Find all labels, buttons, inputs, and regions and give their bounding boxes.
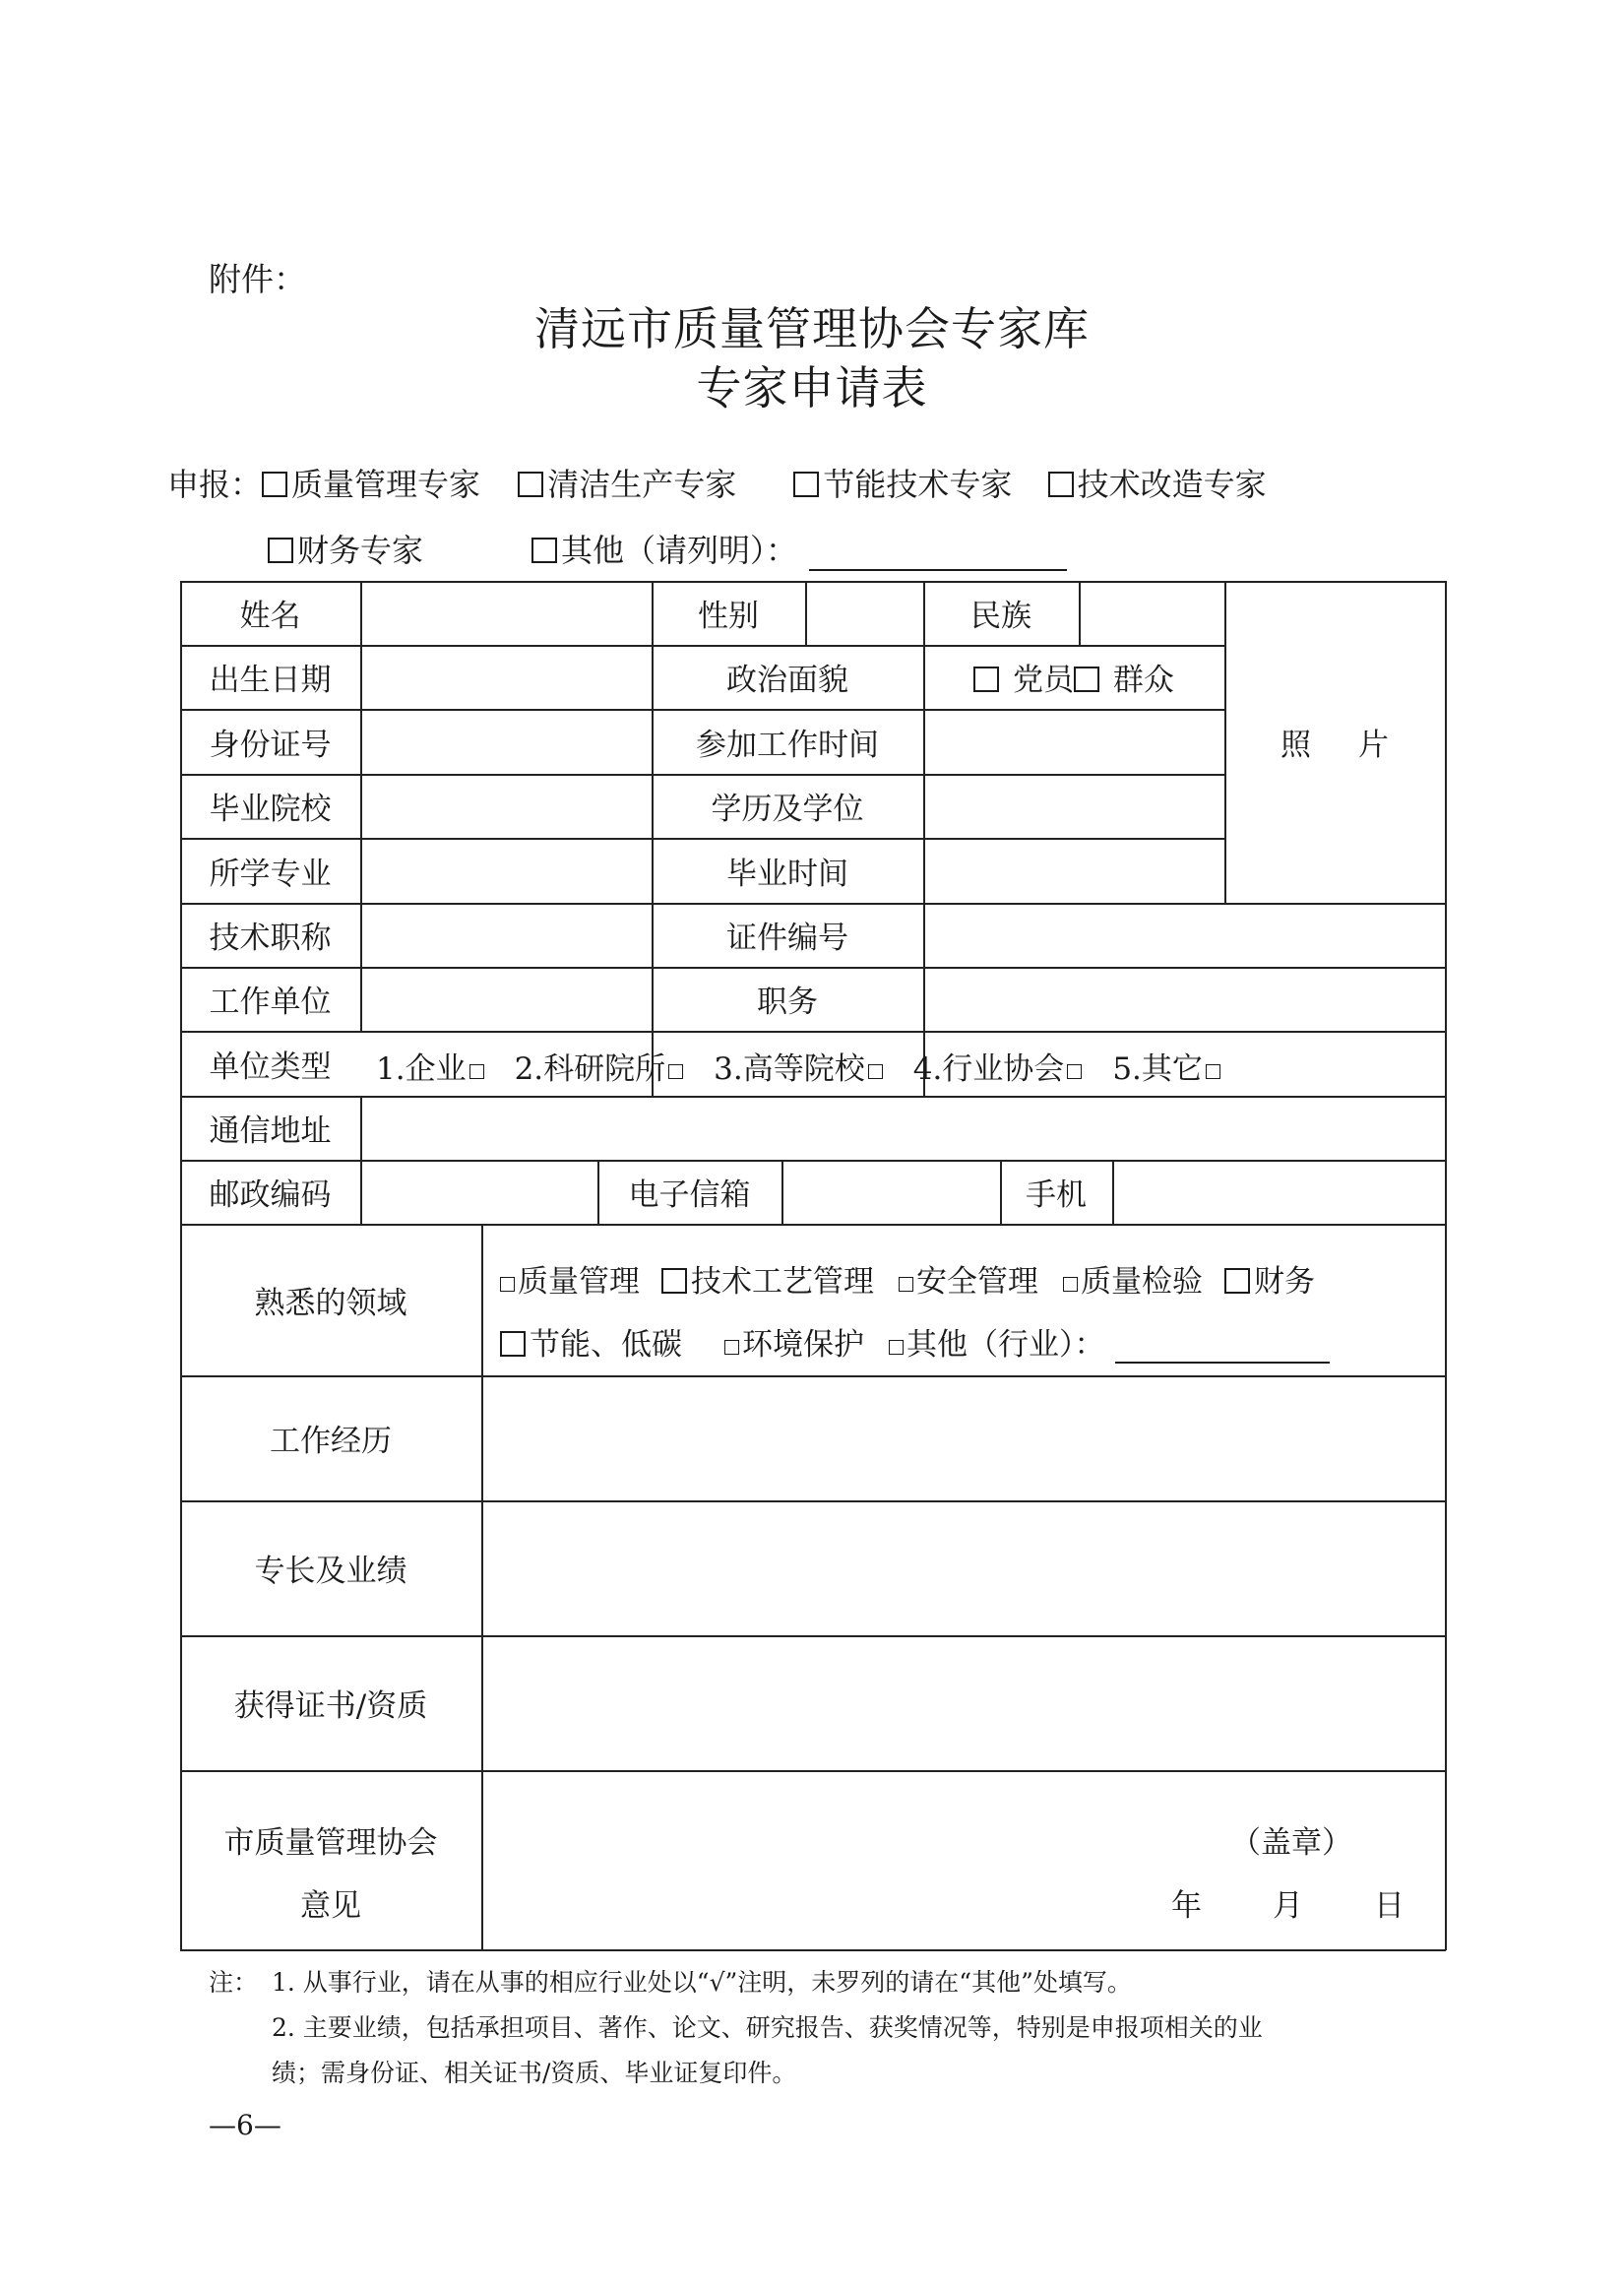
checkbox-icon — [1067, 1064, 1082, 1079]
checkbox-icon — [793, 472, 819, 497]
page-number: —6— — [209, 2109, 281, 2141]
checkbox-field-safety[interactable]: 安全管理 — [896, 1264, 1038, 1300]
checkbox-field-finance[interactable]: 财务 — [1224, 1264, 1315, 1300]
label-id-number: 身份证号 — [209, 727, 332, 763]
checkbox-icon — [518, 472, 543, 497]
expertise-input[interactable] — [481, 1500, 1445, 1635]
name-input[interactable] — [360, 581, 652, 645]
unit-type-options — [376, 1044, 1223, 1088]
label-position: 职务 — [757, 985, 818, 1020]
year-label: 年 — [1171, 1888, 1202, 1924]
label-birth-date: 出生日期 — [209, 663, 332, 698]
note-2b: 绩；需身份证、相关证书/资质、毕业证复印件。 — [272, 2059, 797, 2087]
photo-area[interactable] — [1224, 581, 1445, 903]
checkbox-icon — [889, 1340, 904, 1355]
checkbox-energy-saving-expert[interactable]: 节能技术专家 — [793, 466, 1012, 503]
ethnicity-input[interactable] — [1079, 581, 1224, 645]
month-label: 月 — [1273, 1888, 1303, 1924]
checkbox-icon — [661, 1268, 687, 1294]
position-input[interactable] — [923, 967, 1445, 1031]
checkbox-finance-expert[interactable]: 财务专家 — [268, 526, 423, 571]
field-other-blank[interactable] — [1115, 1332, 1330, 1364]
school-input[interactable] — [360, 774, 652, 838]
label-name: 姓名 — [239, 599, 301, 634]
address-input[interactable] — [360, 1096, 1445, 1160]
birth-date-input[interactable] — [360, 645, 652, 709]
label-fields: 熟悉的领域 — [254, 1285, 407, 1321]
checkbox-icon — [973, 667, 999, 692]
note-1: 1. 从事行业，请在从事的相应行业处以“√”注明，未罗列的请在“其他”处填写。 — [272, 1968, 1132, 1997]
checkbox-icon — [531, 538, 557, 563]
label-work-start: 参加工作时间 — [696, 727, 879, 763]
note-2a: 2. 主要业绩，包括承担项目、著作、论文、研究报告、获奖情况等，特别是申报项相关的业 — [272, 2013, 1263, 2042]
apply-row-1 — [167, 460, 1267, 505]
checkbox-enterprise[interactable]: 1.企业 — [376, 1051, 487, 1087]
postcode-input[interactable] — [360, 1160, 597, 1224]
seal-label: （盖章） — [1230, 1825, 1352, 1861]
checkbox-icon — [1224, 1268, 1250, 1294]
checkbox-icon — [1048, 472, 1074, 497]
photo-label-a: 照 — [1280, 728, 1311, 763]
checkbox-icon — [500, 1331, 526, 1357]
title-input[interactable] — [360, 903, 652, 967]
major-input[interactable] — [360, 838, 652, 903]
page-title: 清远市质量管理协会专家库 — [534, 302, 1090, 355]
email-input[interactable] — [781, 1160, 1000, 1224]
checkbox-icon — [1206, 1064, 1220, 1079]
label-school: 毕业院校 — [209, 792, 332, 827]
checkbox-other-expert[interactable]: 其他（请列明）： — [531, 526, 1067, 571]
checkbox-other-unit[interactable]: 5.其它 — [1112, 1051, 1223, 1087]
day-label: 日 — [1374, 1888, 1405, 1924]
label-postcode: 邮政编码 — [209, 1177, 332, 1213]
checkbox-icon — [1074, 667, 1099, 692]
mobile-input[interactable] — [1112, 1160, 1445, 1224]
label-email: 电子信箱 — [628, 1177, 751, 1213]
photo-label-b: 片 — [1358, 728, 1389, 763]
notes-label: 注： — [209, 1968, 259, 1997]
label-ethnicity: 民族 — [970, 599, 1031, 634]
label-opinion-b: 意见 — [300, 1888, 361, 1924]
checkbox-field-energy[interactable]: 节能、低碳 — [500, 1327, 682, 1363]
fields-options-row1 — [497, 1256, 1315, 1301]
checkbox-icon — [500, 1277, 515, 1292]
label-gender: 性别 — [698, 599, 759, 634]
label-cert-no: 证件编号 — [726, 921, 848, 956]
checkbox-party-member[interactable]: 党员 — [973, 655, 1074, 699]
checkbox-industry-association[interactable]: 4.行业协会 — [913, 1051, 1086, 1087]
checkbox-quality-expert[interactable]: 质量管理专家 — [262, 466, 480, 503]
work-start-input[interactable] — [923, 709, 1224, 774]
grad-time-input[interactable] — [923, 838, 1224, 903]
cert-no-input[interactable] — [923, 903, 1445, 967]
political-status-options — [923, 645, 1224, 709]
label-certificates: 获得证书/资质 — [233, 1688, 428, 1724]
label-experience: 工作经历 — [270, 1424, 392, 1459]
label-grad-time: 毕业时间 — [726, 856, 848, 892]
label-political-status: 政治面貌 — [726, 663, 848, 698]
certificates-input[interactable] — [481, 1635, 1445, 1770]
checkbox-icon — [262, 472, 287, 497]
fields-options-row2 — [500, 1319, 1330, 1364]
label-unit-type: 单位类型 — [209, 1049, 332, 1085]
checkbox-icon — [1063, 1277, 1078, 1292]
checkbox-field-quality[interactable]: 质量管理 — [497, 1264, 640, 1300]
label-address: 通信地址 — [209, 1113, 332, 1149]
experience-input[interactable] — [481, 1375, 1445, 1500]
label-major: 所学专业 — [209, 856, 332, 892]
checkbox-university[interactable]: 3.高等院校 — [714, 1051, 886, 1087]
checkbox-clean-production-expert[interactable]: 清洁生产专家 — [518, 466, 736, 503]
checkbox-field-process[interactable]: 技术工艺管理 — [661, 1264, 874, 1300]
date-line — [1171, 1880, 1405, 1925]
gender-input[interactable] — [805, 581, 923, 645]
checkbox-icon — [868, 1064, 883, 1079]
page-subtitle: 专家申请表 — [696, 361, 928, 414]
checkbox-masses[interactable]: 群众 — [1074, 655, 1174, 699]
checkbox-field-environment[interactable]: 环境保护 — [721, 1327, 864, 1363]
checkbox-icon — [724, 1340, 739, 1355]
checkbox-field-other[interactable]: 其他（行业）： — [886, 1327, 1105, 1363]
label-mobile: 手机 — [1026, 1177, 1087, 1213]
education-input[interactable] — [923, 774, 1224, 838]
id-number-input[interactable] — [360, 709, 652, 774]
checkbox-field-inspection[interactable]: 质量检验 — [1060, 1264, 1203, 1300]
label-work-unit: 工作单位 — [209, 985, 332, 1020]
label-opinion-a: 市质量管理协会 — [223, 1825, 438, 1861]
checkbox-tech-renovation-expert[interactable]: 技术改造专家 — [1048, 466, 1267, 503]
attachment-label: 附件： — [209, 260, 306, 298]
checkbox-icon — [469, 1064, 484, 1079]
label-expertise: 专长及业绩 — [254, 1554, 407, 1589]
checkbox-icon — [899, 1277, 913, 1292]
work-unit-input[interactable] — [360, 967, 652, 1031]
checkbox-icon — [268, 538, 293, 563]
label-education: 学历及学位 — [711, 792, 864, 827]
apply-label: 申报： — [167, 466, 263, 503]
checkbox-research-institute[interactable]: 2.科研院所 — [515, 1051, 687, 1087]
checkbox-icon — [668, 1064, 683, 1079]
label-title: 技术职称 — [209, 921, 332, 956]
other-expert-blank[interactable] — [809, 540, 1067, 571]
